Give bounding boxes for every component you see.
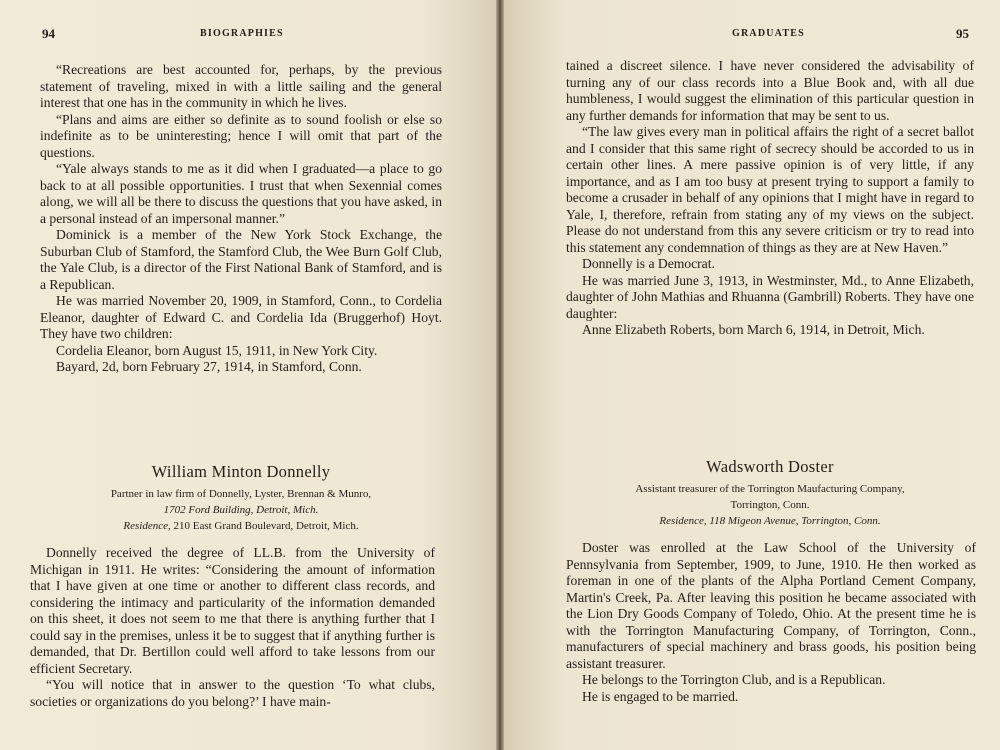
paragraph: He is engaged to be married. [582, 688, 739, 704]
paragraph: Anne Elizabeth Roberts, born March 6, 1914, in Detroit, Mich. [582, 322, 925, 337]
body-text-bottom [566, 540, 976, 705]
subtitle-line: Residence, 118 Migeon Avenue, Torrington, Conn. [659, 515, 881, 527]
paragraph: “The law gives every man in political affairs the right of a secret ballot and I consider that this same right of secrecy should be accorded to us in certain other lines. A mere passive opinion is of very little, if any importance, and as I am too busy at present trying to support a family to become a crusader in behalf of any opinions that I might have in regard to Yale, I, therefore, refrain from stating any of my views on the subject. Please do not understand from this any severe criticism or try to read into this statement any condemnation of things as they are at New Haven.” [566, 124, 974, 255]
paragraph: He was married June 3, 1913, in Westminster, Md., to Anne Elizabeth, daughter of John Mathias and Rhuanna (Gambrill) Roberts. They have one daughter: [566, 272, 974, 321]
body-text-bottom [30, 545, 435, 710]
paragraph: Bayard, 2d, born February 27, 1914, in Stamford, Conn. [56, 359, 362, 374]
paragraph: “Yale always stands to me as it did when I graduated—a place to go back to at all possible opportunities. I trust that when Sexennial comes along, we will all be there to discuss the questions that you have asked, in a personal instead of an impersonal manner.” [40, 161, 442, 226]
section-title: Wadsworth Doster [706, 457, 834, 476]
paragraph: He belongs to the Torrington Club, and is a Republican. [582, 672, 886, 687]
page-number: 94 [42, 26, 55, 41]
paragraph: Donnelly is a Democrat. [582, 256, 715, 271]
section-subtitle [40, 486, 442, 534]
residence-label: Residence, [123, 520, 171, 532]
section-title: William Minton Donnelly [151, 462, 331, 481]
right-page [504, 0, 1000, 750]
subtitle-line: 1702 Ford Building, Detroit, Mich. [163, 504, 319, 516]
body-text-top [566, 58, 974, 339]
left-page [0, 0, 496, 750]
paragraph: He was married November 20, 1909, in Stamford, Conn., to Cordelia Eleanor, daughter of Edward C. and Cordelia Ida (Bruggerhof) Hoyt. They have two children: [40, 293, 442, 341]
book-gutter [496, 0, 504, 750]
residence-value: 210 East Grand Boulevard, Detroit, Mich. [173, 520, 359, 532]
running-head: GRADUATES [732, 28, 805, 39]
paragraph: “Recreations are best accounted for, perhaps, by the previous statement of traveling, mixed in with a little sailing and the general interest that one has in the community in which he lives. [40, 62, 442, 110]
section-subtitle [566, 481, 974, 529]
paragraph: “Plans and aims are either so definite as to sound foolish or else so indefinite as to be uninteresting; hence I will omit that part of the questions. [40, 111, 442, 160]
paragraph: “You will notice that in answer to the question ‘To what clubs, societies or organizations do you belong?’ I have main- [30, 677, 435, 709]
paragraph: tained a discreet silence. I have never considered the advisability of turning any of our class records into a Blue Book and, with all due humbleness, I would suggest the elimination of this particular question in any further demands for information that may be sent to us. [566, 58, 974, 123]
paragraph: Dominick is a member of the New York Stock Exchange, the Suburban Club of Stamford, the Stamford Club, the Wee Burn Golf Club, the Yale Club, is a director of the First National Bank of Stamford, and is a Republican. [40, 227, 442, 292]
paragraph: Doster was enrolled at the Law School of the University of Pennsylvania from September, 1909, to June, 1910. He then worked as foreman in one of the plants of the Alpha Portland Cement Company, Martin's Creek, Pa. After leaving this position he became associated with the Lion Dry Goods Company of Toledo, Ohio. At the present time he is with the Torrington Manufacturing Company, of Torrington, Conn., manufacturers of special machinery and brass goods, his position being assistant treasurer. [566, 540, 976, 671]
subtitle-line: Torrington, Conn. [730, 499, 810, 511]
paragraph: Donnelly received the degree of LL.B. from the University of Michigan in 1911. He writes: “Considering the amount of information that I have given at one time or another to different class records, and considering the intimacy and particularity of the information demanded on this sheet, it does not seem to me that there is anything further that I could say in the premises, unless it be to suggest that if anything further is demanded, that Dr. Bertillon could well afford to take lessons from our efficient Secretary. [30, 545, 435, 676]
paragraph: Cordelia Eleanor, born August 15, 1911, in New York City. [56, 342, 378, 358]
subtitle-line [40, 518, 442, 534]
subtitle-line: Assistant treasurer of the Torrington Maufacturing Company, [635, 483, 905, 495]
page-number: 95 [956, 26, 969, 41]
body-text-top [40, 62, 442, 376]
running-head: BIOGRAPHIES [200, 28, 284, 39]
subtitle-line: Partner in law firm of Donnelly, Lyster, Brennan & Munro, [110, 488, 372, 500]
